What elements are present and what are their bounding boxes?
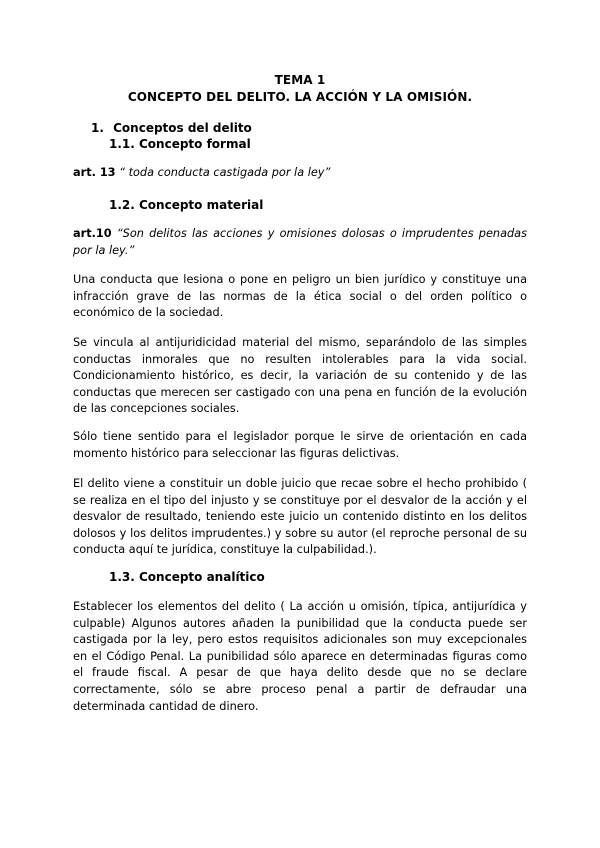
art-10-label: art.10: [73, 227, 112, 240]
paragraph-material-4: El delito viene a constituir un doble juicio que recae sobre el hecho prohibido ( se realiza en el tipo del injusto y se constituye por el desvalor de la acción y el desvalor de resultado, teniendo este juicio un contenido distinto en los delitos dolosos y los delitos imprudentes.) y sobre su autor (el reproche personal de su conducta aquí te jurídica, constituye la culpabilidad.).: [73, 477, 527, 557]
paragraph-analitico: Establecer los elementos del delito ( La acción u omisión, típica, antijurídica y culpable) Algunos autores añaden la punibilidad que la conducta puede ser castigada por la ley, pero estos requisitos adicionales son muy excepcionales en el Código Penal. La punibilidad sólo aparece en determinadas figuras como el fraude fiscal. A pesar de que haya delito desde que no se declare correctamente, sólo se abre proceso penal a partir de defraudar una determinada cantidad de dinero.: [73, 600, 527, 713]
art-13-text: “ toda conducta castigada por la ley”: [115, 166, 331, 179]
section-1-3-heading: 1.3. Concepto analítico: [109, 570, 265, 584]
paragraph-material-1: Una conducta que lesiona o pone en peligro un bien jurídico y constituye una infracción grave de las normas de la ética social o del orden político o económico de la sociedad.: [73, 273, 527, 320]
art-10-quote: [73, 226, 527, 259]
paragraph-material-3: Sólo tiene sentido para el legislador porque le sirve de orientación en cada momento histórico para seleccionar las figuras delictivas.: [73, 430, 527, 460]
section-1-1-heading: 1.1. Concepto formal: [109, 137, 251, 151]
art-10-text: “Son delitos las acciones y omisiones dolosas o imprudentes penadas por la ley.”: [73, 227, 527, 257]
section-1-heading: [91, 121, 252, 135]
section-1-title: Conceptos del delito: [113, 121, 252, 135]
section-1-2-heading: 1.2. Concepto material: [109, 198, 264, 212]
art-13-label: art. 13: [73, 166, 116, 179]
tema-heading: TEMA 1: [274, 73, 326, 87]
document-title: CONCEPTO DEL DELITO. LA ACCIÓN Y LA OMISIÓN.: [127, 90, 473, 104]
paragraph-material-2: Se vincula al antijuridicidad material del mismo, separándolo de las simples conductas inmorales que no resulten intolerables para la vida social. Condicionamiento histórico, es decir, la variación de su contenido y de las conductas que merecen ser castigado con una pena en función de la evolución de las concepciones sociales.: [73, 336, 527, 416]
art-13-quote: [73, 165, 527, 182]
section-1-number: 1.: [91, 121, 104, 135]
